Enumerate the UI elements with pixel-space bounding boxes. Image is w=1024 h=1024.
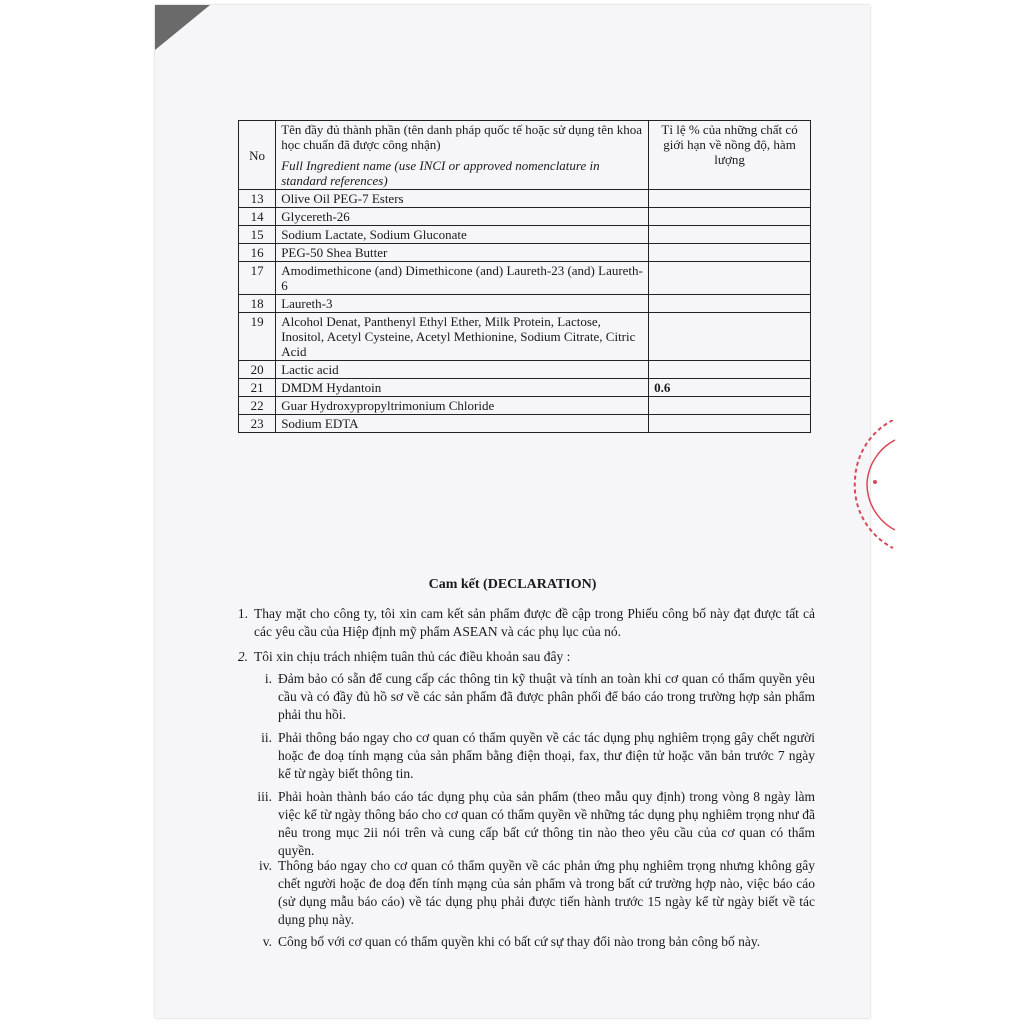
item-text: Thông báo ngay cho cơ quan có thẩm quyền về các phản ứng phụ nghiêm trọng nhưng không gây chết người hoặc đe doạ đến tính mạng của sản phẩm và trong bất cứ trường hợp nào, việc báo cáo (sử dụng mẫu báo cáo) về tác dụng phụ phải được tiến hành trước 15 ngày kể từ ngày biết về tác dụng phụ này. (278, 858, 815, 927)
cell-no: 21 (239, 379, 276, 397)
table-row (239, 379, 811, 397)
cell-no: 16 (239, 244, 276, 262)
header-percentage: Tỉ lệ % của những chất có giới hạn về nồng độ, hàm lượng (649, 121, 811, 190)
cell-pct (649, 244, 811, 262)
table-row (239, 397, 811, 415)
paragraph-2-number: 2. (237, 649, 248, 664)
table-row (239, 361, 811, 379)
header-name-english: Full Ingredient name (use INCI or approved nomenclature in standard references) (281, 158, 600, 188)
cell-pct (649, 313, 811, 361)
cell-name: Alcohol Denat, Panthenyl Ethyl Ether, Milk Protein, Lactose, Inositol, Acetyl Cysteine, Acetyl Methionine, Sodium Citrate, Citric Acid (276, 313, 649, 361)
cell-name: PEG-50 Shea Butter (276, 244, 649, 262)
cell-name: Amodimethicone (and) Dimethicone (and) Laureth-23 (and) Laureth-6 (276, 262, 649, 295)
header-no: No (239, 121, 276, 190)
cell-pct (649, 361, 811, 379)
cell-no: 23 (239, 415, 276, 433)
cell-name: Laureth-3 (276, 295, 649, 313)
cell-pct (649, 415, 811, 433)
cell-no: 13 (239, 190, 276, 208)
cell-name: Lactic acid (276, 361, 649, 379)
red-seal-stamp-fragment (845, 420, 895, 550)
table-row (239, 262, 811, 295)
table-row (239, 244, 811, 262)
table-header-row (239, 121, 811, 190)
table-row (239, 190, 811, 208)
cell-no: 17 (239, 262, 276, 295)
cell-name: Sodium EDTA (276, 415, 649, 433)
cell-name: DMDM Hydantoin (276, 379, 649, 397)
paragraph-1-number: 1. (237, 606, 248, 621)
cell-pct: 0.6 (649, 379, 811, 397)
table-row (239, 295, 811, 313)
cell-no: 18 (239, 295, 276, 313)
cell-pct (649, 208, 811, 226)
header-name-vietnamese: Tên đầy đủ thành phần (tên danh pháp quốc tế hoặc sử dụng tên khoa học chuẩn đã được công nhận) (281, 122, 643, 152)
cell-no: 20 (239, 361, 276, 379)
item-text: Phải thông báo ngay cho cơ quan có thẩm quyền về các tác dụng phụ nghiêm trọng gây chết người hoặc đe doạ tính mạng của sản phẩm bằng điện thoại, fax, thư điện tử hoặc văn bản trước 7 ngày kể từ ngày biết thông tin. (278, 730, 815, 781)
paragraph-2-text: Tôi xin chịu trách nhiệm tuân thủ các điều khoản sau đây : (254, 649, 571, 664)
cell-pct (649, 226, 811, 244)
header-ingredient-name (276, 121, 649, 190)
cell-pct (649, 190, 811, 208)
item-number: ii. (261, 730, 272, 745)
ingredient-table (238, 120, 811, 433)
cell-name: Sodium Lactate, Sodium Gluconate (276, 226, 649, 244)
cell-name: Olive Oil PEG-7 Esters (276, 190, 649, 208)
table-row (239, 415, 811, 433)
item-number: iii. (257, 789, 272, 804)
item-number: i. (264, 671, 272, 686)
cell-no: 22 (239, 397, 276, 415)
paragraph-1-text: Thay mặt cho công ty, tôi xin cam kết sản phẩm được đề cập trong Phiếu công bố này đạt được tất cả các yêu cầu của Hiệp định mỹ phẩm ASEAN và các phụ lục của nó. (254, 606, 815, 639)
cell-no: 15 (239, 226, 276, 244)
cell-name: Guar Hydroxypropyltrimonium Chloride (276, 397, 649, 415)
table-row (239, 226, 811, 244)
item-text: Phải hoàn thành báo cáo tác dụng phụ của sản phẩm (theo mẫu quy định) trong vòng 8 ngày làm việc kể từ ngày thông báo cho cơ quan có thẩm quyền về những tác dụng phụ nghiêm trọng như đã nêu trong mục 2ii nói trên và cung cấp bất cứ thông tin nào theo yêu cầu của cơ quan có thẩm quyền. (278, 789, 815, 858)
table-row (239, 208, 811, 226)
item-text: Đảm bảo có sẵn để cung cấp các thông tin kỹ thuật và tính an toàn khi cơ quan có thẩm quyền yêu cầu và có đầy đủ hồ sơ về các sản phẩm đã được phân phối để báo cáo trong trường hợp sản phẩm phải thu hồi. (278, 671, 815, 722)
cell-pct (649, 295, 811, 313)
cell-name: Glycereth-26 (276, 208, 649, 226)
item-text: Công bố với cơ quan có thẩm quyền khi có bất cứ sự thay đổi nào trong bản công bố này. (278, 934, 761, 949)
table-row (239, 313, 811, 361)
declaration-title: Cam kết (DECLARATION) (428, 577, 597, 592)
item-number: iv. (259, 858, 272, 873)
cell-no: 14 (239, 208, 276, 226)
cell-pct (649, 397, 811, 415)
cell-no: 19 (239, 313, 276, 361)
page-corner-fold (155, 5, 210, 50)
item-number: v. (262, 934, 272, 949)
cell-pct (649, 262, 811, 295)
